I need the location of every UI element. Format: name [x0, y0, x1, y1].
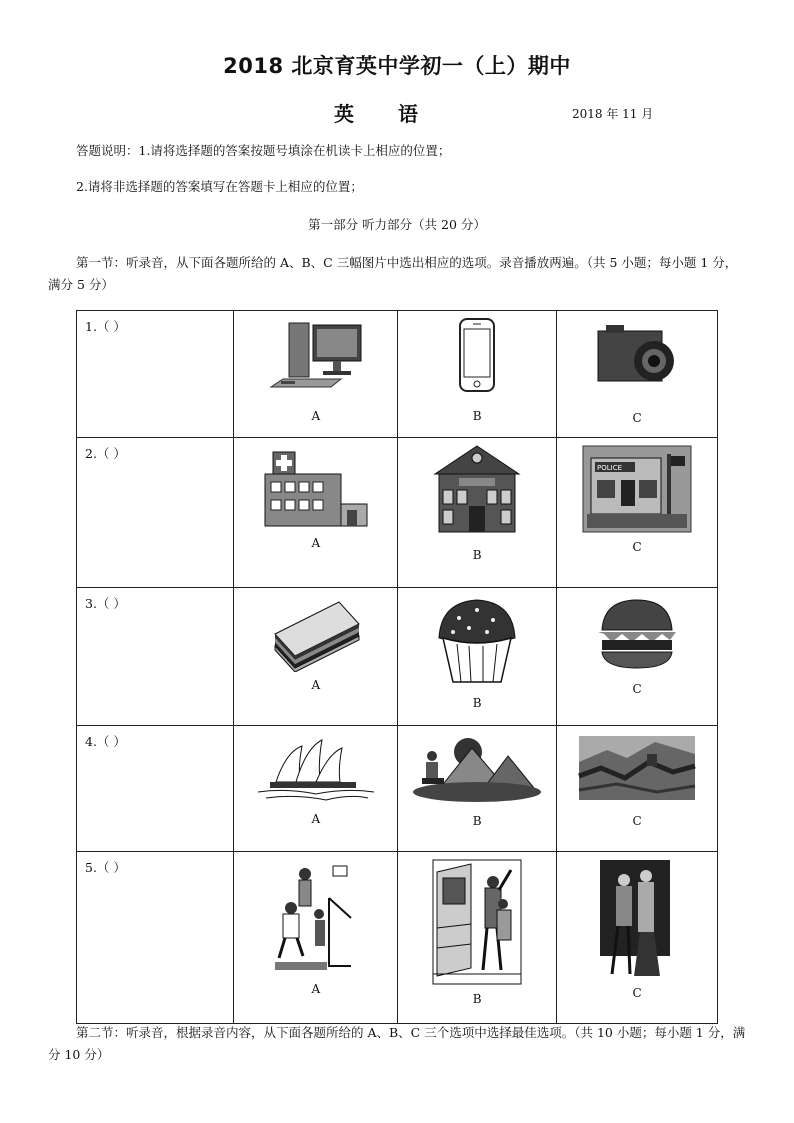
question-number: 1.（ ） — [77, 311, 234, 438]
exam-date: 2018 年 11 月 — [572, 107, 654, 121]
option-label: B — [472, 992, 482, 1006]
option-label: A — [311, 812, 321, 826]
option-label: B — [472, 409, 482, 423]
part1-heading: 第一部分 听力部分（共 20 分） — [308, 217, 486, 232]
question-number: 4.（ ） — [77, 726, 234, 852]
option-a[interactable] — [234, 438, 398, 588]
people-stairs-icon — [271, 858, 361, 976]
option-c[interactable] — [557, 311, 718, 438]
option-label: A — [311, 536, 321, 550]
option-label: B — [472, 696, 482, 710]
option-label: C — [632, 411, 642, 425]
option-c[interactable] — [557, 588, 718, 726]
option-c[interactable] — [557, 852, 718, 1024]
people-train-icon — [431, 858, 523, 986]
question-number: 5.（ ） — [77, 852, 234, 1024]
instruction-line-1: 答题说明：1.请将选择题的答案按题号填涂在机读卡上相应的位置； — [76, 143, 451, 158]
question-number: 3.（ ） — [77, 588, 234, 726]
subject-title: 英语 — [334, 102, 462, 126]
option-label: A — [311, 678, 321, 692]
exam-title: 2018 北京育英中学初一（上）期中 — [223, 54, 571, 78]
option-a[interactable] — [234, 311, 398, 438]
camera-icon — [592, 317, 682, 391]
desktop-computer-icon — [261, 317, 371, 395]
option-label: C — [632, 986, 642, 1000]
option-a[interactable] — [234, 852, 398, 1024]
question-row-3 — [77, 588, 718, 726]
question-row-1 — [77, 311, 718, 438]
option-label: C — [632, 540, 642, 554]
option-label: C — [632, 682, 642, 696]
option-c[interactable] — [557, 726, 718, 852]
question-table — [76, 310, 718, 1024]
svg-text:POLICE: POLICE — [597, 464, 623, 472]
sandwich-icon — [269, 594, 363, 672]
option-a[interactable] — [234, 588, 398, 726]
section2-instructions: 第二节：听录音，根据录音内容，从下面各题所给的 A、B、C 三个选项中选择最佳选项。（共 10 小题；每小题 1 分，满分 10 分） — [48, 1025, 746, 1062]
option-label: B — [472, 814, 482, 828]
couple-poster-icon — [594, 858, 680, 982]
pyramids-icon — [410, 732, 544, 804]
option-b[interactable] — [398, 588, 557, 726]
question-row-5 — [77, 852, 718, 1024]
question-number: 2.（ ） — [77, 438, 234, 588]
cupcake-icon — [429, 594, 525, 686]
smartphone-icon — [452, 317, 502, 395]
section1-instructions: 第一节：听录音，从下面各题所给的 A、B、C 三幅图片中选出相应的选项。录音播放两遍。（共 5 小题；每小题 1 分，满分 5 分） — [48, 255, 738, 292]
option-b[interactable] — [398, 311, 557, 438]
question-row-4 — [77, 726, 718, 852]
school-icon — [429, 444, 525, 536]
option-c[interactable] — [557, 438, 718, 588]
instruction-line-2: 2.请将非选择题的答案填写在答题卡上相应的位置； — [76, 179, 363, 194]
police-station-icon — [581, 444, 693, 534]
opera-house-icon — [256, 732, 376, 804]
option-b[interactable] — [398, 726, 557, 852]
option-label: A — [311, 409, 321, 423]
question-row-2 — [77, 438, 718, 588]
option-label: B — [472, 548, 482, 562]
hospital-icon — [261, 444, 371, 532]
option-label: C — [632, 814, 642, 828]
great-wall-icon — [577, 732, 697, 804]
option-label: A — [311, 982, 321, 996]
option-a[interactable] — [234, 726, 398, 852]
hamburger-icon — [594, 594, 680, 674]
option-b[interactable] — [398, 852, 557, 1024]
option-b[interactable] — [398, 438, 557, 588]
